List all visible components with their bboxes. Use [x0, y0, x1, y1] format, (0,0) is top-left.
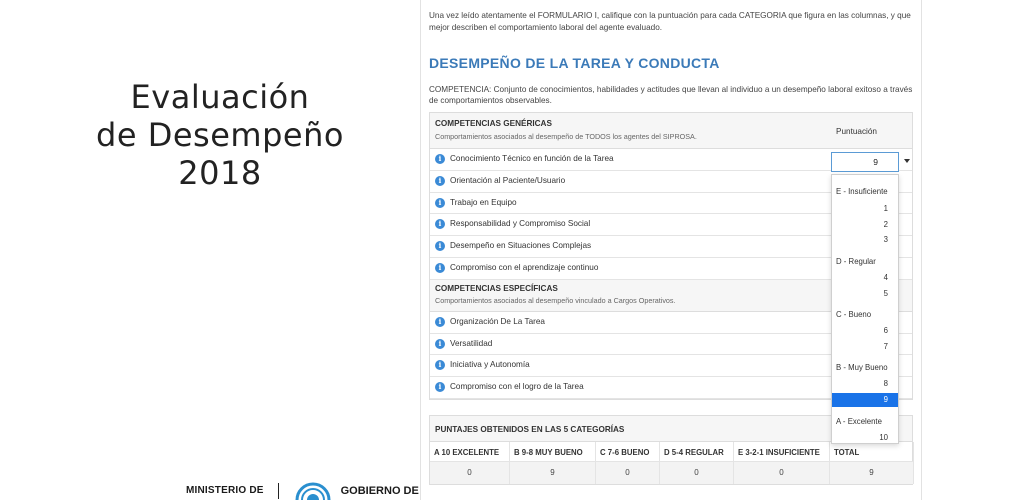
totals-column-header: C 7-6 BUENO	[596, 442, 660, 462]
totals-column-header: E 3-2-1 INSUFICIENTE	[734, 442, 830, 462]
info-icon[interactable]: i	[435, 176, 445, 186]
totals-value: 0	[660, 462, 734, 484]
intro-text: Una vez leído atentamente el FORMULARIO I, califique con la puntuación para cada CATEGORIA que figura en las columnas, y que mejor describen el comportamiento laboral del agente evaluado.	[429, 11, 911, 32]
dropdown-option[interactable]: 8	[883, 379, 888, 388]
score-column-header: Puntuación	[836, 127, 877, 136]
competency-label: Trabajo en Equipo	[450, 197, 517, 207]
government-label: GOBIERNO DE	[340, 484, 419, 497]
score-select[interactable]	[831, 152, 899, 172]
left-panel	[0, 0, 418, 500]
dropdown-option[interactable]: 6	[883, 326, 888, 335]
chevron-down-icon[interactable]	[904, 159, 910, 163]
totals-column-header: A 10 EXCELENTE	[430, 442, 510, 462]
info-icon[interactable]: i	[435, 360, 445, 370]
competencia-definition: COMPETENCIA: Conjunto de conocimientos, habilidades y actitudes que llevan al individuo a un desempeño laboral exitoso a través de comportamientos observables.	[429, 85, 913, 105]
score-dropdown	[831, 174, 899, 444]
info-icon[interactable]: i	[435, 317, 445, 327]
dropdown-option[interactable]: 2	[883, 220, 888, 229]
dropdown-option[interactable]: 5	[883, 289, 888, 298]
totals-grid	[430, 442, 912, 484]
totals-column-header: B 9-8 MUY BUENO	[510, 442, 596, 462]
dropdown-option[interactable]: 4	[883, 273, 888, 282]
dropdown-option[interactable]: 3	[883, 235, 888, 244]
competency-label: Compromiso con el logro de la Tarea	[450, 382, 584, 392]
evaluation-title	[60, 78, 380, 192]
section-title: DESEMPEÑO DE LA TAREA Y CONDUCTA	[429, 55, 720, 71]
government-emblem-icon	[293, 482, 333, 500]
info-icon[interactable]: i	[435, 339, 445, 349]
competency-label: Orientación al Paciente/Usuario	[450, 175, 566, 185]
dropdown-group-label: A - Excelente	[836, 417, 882, 426]
title-line-1: Evaluación	[130, 78, 310, 116]
ministry-label: MINISTERIO DE	[186, 485, 264, 496]
totals-value: 0	[734, 462, 830, 484]
specific-description: Comportamientos asociados al desempeño vinculado a Cargos Operativos.	[435, 295, 676, 305]
competency-label: Desempeño en Situaciones Complejas	[450, 241, 592, 251]
dropdown-option[interactable]: 9	[832, 393, 898, 407]
totals-column-header: TOTAL	[830, 442, 914, 462]
dropdown-option[interactable]: 10	[879, 433, 888, 442]
generic-competencies-header	[430, 113, 912, 149]
totals-title: PUNTAJES OBTENIDOS EN LAS 5 CATEGORÍAS	[435, 425, 625, 434]
totals-value: 0	[430, 462, 510, 484]
title-line-3: 2018	[178, 154, 262, 192]
evaluation-form	[420, 0, 922, 500]
info-icon[interactable]: i	[435, 219, 445, 229]
dropdown-option[interactable]: 1	[883, 204, 888, 213]
info-icon[interactable]: i	[435, 263, 445, 273]
footer-logo	[186, 481, 419, 500]
competency-label: Responsabilidad y Compromiso Social	[450, 219, 591, 229]
competency-label: Organización De La Tarea	[450, 316, 545, 326]
competency-label: Conocimiento Técnico en función de la Tarea	[450, 154, 614, 163]
score-select-value: 9	[873, 157, 878, 167]
totals-value: 9	[510, 462, 596, 484]
totals-value: 9	[830, 462, 914, 484]
generic-description: Comportamientos asociados al desempeño de TODOS los agentes del SIPROSA.	[435, 132, 697, 141]
logo-divider	[278, 483, 279, 499]
competency-label: Iniciativa y Autonomía	[450, 360, 530, 370]
totals-column-header: D 5-4 REGULAR	[660, 442, 734, 462]
dropdown-group-label: B - Muy Bueno	[836, 363, 888, 372]
generic-title: COMPETENCIAS GENÉRICAS	[435, 119, 552, 128]
dropdown-group-label: D - Regular	[836, 257, 876, 266]
info-icon[interactable]: i	[435, 198, 445, 208]
info-icon[interactable]: i	[435, 154, 445, 164]
specific-title: COMPETENCIAS ESPECÍFICAS	[435, 283, 558, 293]
info-icon[interactable]: i	[435, 241, 445, 251]
dropdown-group-label: E - Insuficiente	[836, 187, 888, 196]
title-line-2: de Desempeño	[96, 116, 344, 154]
dropdown-group-label: C - Bueno	[836, 310, 872, 319]
competency-label: Versatilidad	[450, 338, 493, 348]
totals-value: 0	[596, 462, 660, 484]
competency-label: Compromiso con el aprendizaje continuo	[450, 262, 599, 272]
info-icon[interactable]: i	[435, 382, 445, 392]
dropdown-option[interactable]: 7	[883, 342, 888, 351]
